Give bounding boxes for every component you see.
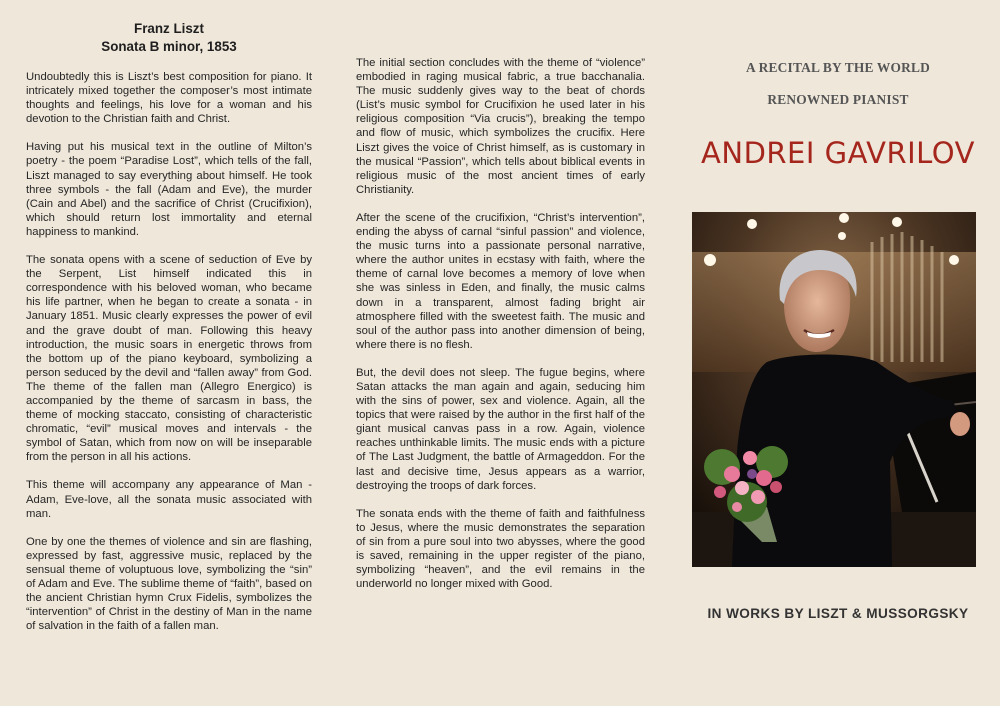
paragraph: After the scene of the crucifixion, “Christ’s intervention”, ending the abyss of carnal “sinful passion” and violence, the music turns into a passionate personal narrative, where the author unites in ecstasy with faith, where the theme of carnal love becomes a memory of love when she was sinless in Eden, and finally, the music calms down in a transparent, almost fading bright air atmosphere filled with the sweetest faith. The music and soul of the author pass into another dimension of being, where there is no flesh. [356,211,645,351]
paragraph: One by one the themes of violence and sin are flashing, expressed by fast, aggressive music, replaced by the sensual theme of voluptuous love, symbolizing the “sin” of Adam and Eve. The sublime theme of “faith”, based on the ancient Christian hymn Crux Fidelis, symbolizes the “intervention” of Christ in the destiny of Man in the name of salvation in the faith of a fallen man. [26,535,312,633]
recital-tagline-line2: RENOWNED PIANIST [767,92,909,107]
paragraph: Undoubtedly this is Liszt’s best composition for piano. It intricately mixed together the composer’s most intimate thoughts and feelings, his love for a woman and his devotion to the Christian faith and Christ. [26,71,312,126]
paragraph: But, the devil does not sleep. The fugue begins, where Satan attacks the man again and again, seducing him with the sins of power, sex and violence. Again, all the topics that were raised by the author in the first half of the giant musical canvas pass in a row. Again, violence reaches unthinkable limits. The music ends with a picture of The Last Judgment, the battle of Armageddon. For the last and decisive time, Jesus appears as a warrior, destroying the troops of dark forces. [356,366,645,492]
paragraph: This theme will accompany any appearance of Man - Adam, Eve-love, all the sonata music associated with man. [26,479,312,520]
paragraph: The sonata opens with a scene of seduction of Eve by the Serpent, List himself indicated this in correspondence with his beloved woman, who became his life partner, when he began to create a sonata - in January 1851. Music clearly expresses the power of evil and the grave doubt of man. Following this heavy introduction, the music soars in energetic throws from the bottom up of the piano keyboard, symbolizing a person seduced by the devil and “fallen away” from God. The theme of the fallen man (Allegro Energico) is accompanied by the theme of sarcasm in bass, the theme of mocking staccato, consisting of characteristic chromatic, “evil” musical moves and intervals - the symbol of Satan, which from now on will be inseparable from the person in all his actions. [26,254,312,464]
pianist-name: ANDREI GAVRILOV [701,136,975,170]
pianist-photo-illustration [692,212,976,567]
paragraph: The initial section concludes with the theme of “violence” embodied in raging musical fabric, a true bacchanalia. The music suddenly gives way to the beat of chords (List’s music symbol for Crucifixion he used later in his religious composition “Via crucis”), breaking the tempo and flow of music, which symbolizes the crucifix. Here Liszt gives the voice of Christ himself, as is customary in the musical “Passion”, which tells about biblical events in religious music of the most ancient times of early Christianity. [356,57,645,196]
program-footer: IN WORKS BY LISZT & MUSSORGSKY [707,606,969,621]
middle-column-text [356,56,645,605]
composer-name: Franz Liszt [134,21,204,36]
left-column-text [26,70,312,647]
paragraph: The sonata ends with the theme of faith and faithfulness to Jesus, where the music demonstrates the separation of sin from a pure soul into two abysses, where the good is saved, remaining in the upper register of the piano, symbolizing “heaven”, and the evil remains in the underworld no longer mixed with Good. [356,507,645,591]
paragraph: Having put his musical text in the outline of Milton’s poetry - the poem “Paradise Lost”, which tells of the fall, Liszt managed to say everything about himself. He took three symbols - the fall (Adam and Eve), the murder (Cain and Abel) and the sacrifice of Christ (Crucifixion), which should return lost immortality and eternal happiness to mankind. [26,141,312,238]
pianist-photo [692,212,976,567]
left-column-heading [26,20,312,56]
work-title: Sonata B minor, 1853 [101,39,237,54]
recital-tagline-line1: A RECITAL BY THE WORLD [746,60,930,75]
